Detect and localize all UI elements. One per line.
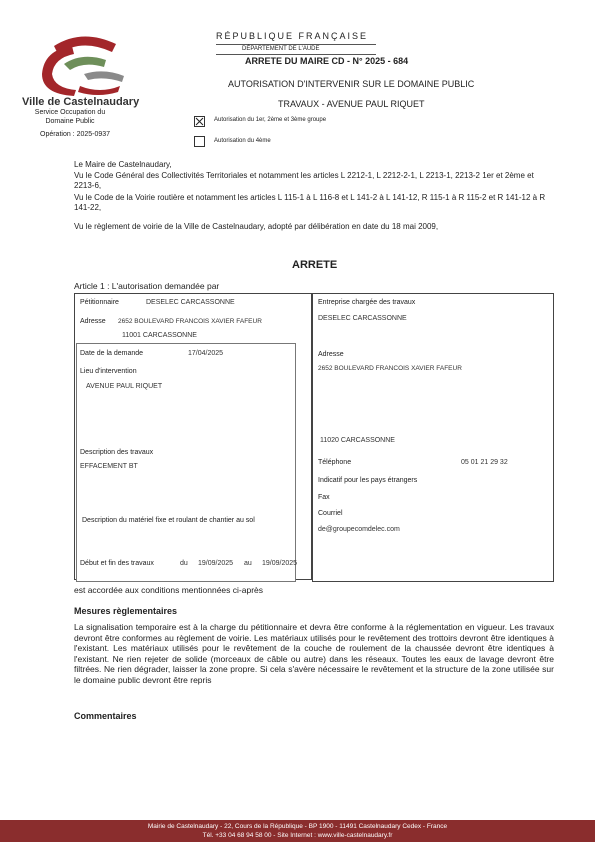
adresse-label: Adresse (80, 318, 106, 325)
visa-reglement: Vu le règlement de voirie de la Ville de Castelnaudary, adopté par délibération en date du 18 mai 2009, (74, 222, 439, 231)
article-1: Article 1 : L'autorisation demandée par (74, 281, 220, 291)
visa-cgct: Vu le Code Général des Collectivités Territoriales et notamment les articles L 2212-1, L 2212-2-1, L 2213-1, 2213-2 1er et 2ème et 2213-6, (74, 171, 534, 190)
entreprise-value: DESELEC CARCASSONNE (318, 315, 407, 322)
adresse-value-1: 2652 BOULEVARD FRANCOIS XAVIER FAFEUR (118, 318, 262, 325)
operation-number: Opération : 2025-0937 (40, 131, 111, 138)
footer-address: Mairie de Castelnaudary - 22, Cours de la République - BP 1900 - 11491 Castelnaudary Cedex - France (147, 823, 448, 830)
telephone-label: Téléphone (318, 459, 352, 466)
footer-contact: Tél. +33 04 68 94 58 00 - Site Internet : www.ville-castelnaudary.fr (202, 832, 393, 839)
entreprise-label: Entreprise chargée des travaux (318, 299, 416, 306)
visa-maire: Le Maire de Castelnaudary, (74, 160, 172, 169)
date-demande-label: Date de la demande (80, 350, 144, 357)
date-fin-value: 19/09/2025 (262, 560, 298, 567)
date-demande-value: 17/04/2025 (188, 350, 224, 357)
divider (216, 54, 376, 55)
accordee-text: est accordée aux conditions mentionnées ci-après (74, 585, 263, 595)
service-name: Service Occupation du Domaine Public (34, 109, 106, 125)
petitionnaire-value: DESELEC CARCASSONNE (146, 299, 235, 306)
entreprise-adresse-label: Adresse (318, 351, 344, 358)
checkbox-group-1-3[interactable] (194, 116, 205, 127)
checkbox-group-4-label: Autorisation du 4ème (214, 138, 271, 144)
du-label: du (180, 560, 188, 567)
indicatif-label: Indicatif pour les pays étrangers (318, 477, 418, 484)
arrete-heading: ARRETE (292, 259, 338, 271)
entreprise-ville-value: 11020 CARCASSONNE (320, 437, 395, 444)
petitionnaire-label: Pétitionnaire (80, 299, 119, 306)
dates-travaux-label: Début et fin des travaux (80, 560, 154, 567)
adresse-value-2: 11001 CARCASSONNE (122, 332, 197, 339)
city-name: Ville de Castelnaudary (22, 96, 140, 108)
telephone-value: 05 01 21 29 32 (461, 459, 508, 466)
footer (0, 820, 595, 842)
checkbox-group-1-3-label: Autorisation du 1er, 2ème et 3ème groupe (214, 117, 327, 123)
commentaires-title: Commentaires (74, 711, 137, 721)
republique-heading: RÉPUBLIQUE FRANÇAISE (216, 31, 369, 41)
visa-voirie: Vu le Code de la Voirie routière et notamment les articles L 115-1 à L 116-8 et L 141-2 à L 141-12, R 115-1 à R 115-2 et R 141-12 à R 141-22, (74, 193, 546, 212)
city-logo (24, 34, 140, 98)
entreprise-adresse-value: 2652 BOULEVARD FRANCOIS XAVIER FAFEUR (318, 365, 462, 372)
authorization-title: AUTORISATION D'INTERVENIR SUR LE DOMAINE PUBLIC (228, 79, 475, 89)
travaux-title: TRAVAUX - AVENUE PAUL RIQUET (278, 99, 425, 109)
fax-label: Fax (318, 494, 330, 501)
lieu-label: Lieu d'intervention (80, 368, 137, 375)
description-value: EFFACEMENT BT (80, 463, 138, 470)
divider (216, 44, 376, 45)
departement-heading: DÉPARTEMENT DE L'AUDE (242, 46, 320, 52)
au-label: au (244, 560, 252, 567)
description-label: Description des travaux (80, 449, 154, 456)
courriel-label: Courriel (318, 510, 343, 517)
mesures-text: La signalisation temporaire est à la charge du pétitionnaire et devra être conforme à la réglementation en vigueur. Les travaux devront être conformes au règlement de voirie. Les matériaux utilisés pour le revêtement des trottoirs devront être identiques à l'existant. Les matériaux utilisés pour le revêtement de la couche de roulement de la chaussée devront être identiques à l'existant. Ne rien rejeter de solide (morceaux de câble ou autre) dans les réseaux. Toutes les eaux de lavage devront être filtrées. Ne rien dégrader, laisser la zone propre. Si cela s'avère nécessaire le revêtement et la structure de la zone utilisée sur le domaine public devront être repris (74, 622, 554, 685)
courriel-value: de@groupecomdelec.com (318, 526, 400, 533)
checkbox-group-4[interactable] (194, 136, 205, 147)
materiel-label: Description du matériel fixe et roulant de chantier au sol (82, 517, 255, 524)
lieu-value: AVENUE PAUL RIQUET (86, 383, 163, 390)
date-debut-value: 19/09/2025 (198, 560, 234, 567)
mesures-title: Mesures règlementaires (74, 606, 178, 616)
arrete-number: ARRETE DU MAIRE CD - N° 2025 - 684 (245, 56, 409, 66)
